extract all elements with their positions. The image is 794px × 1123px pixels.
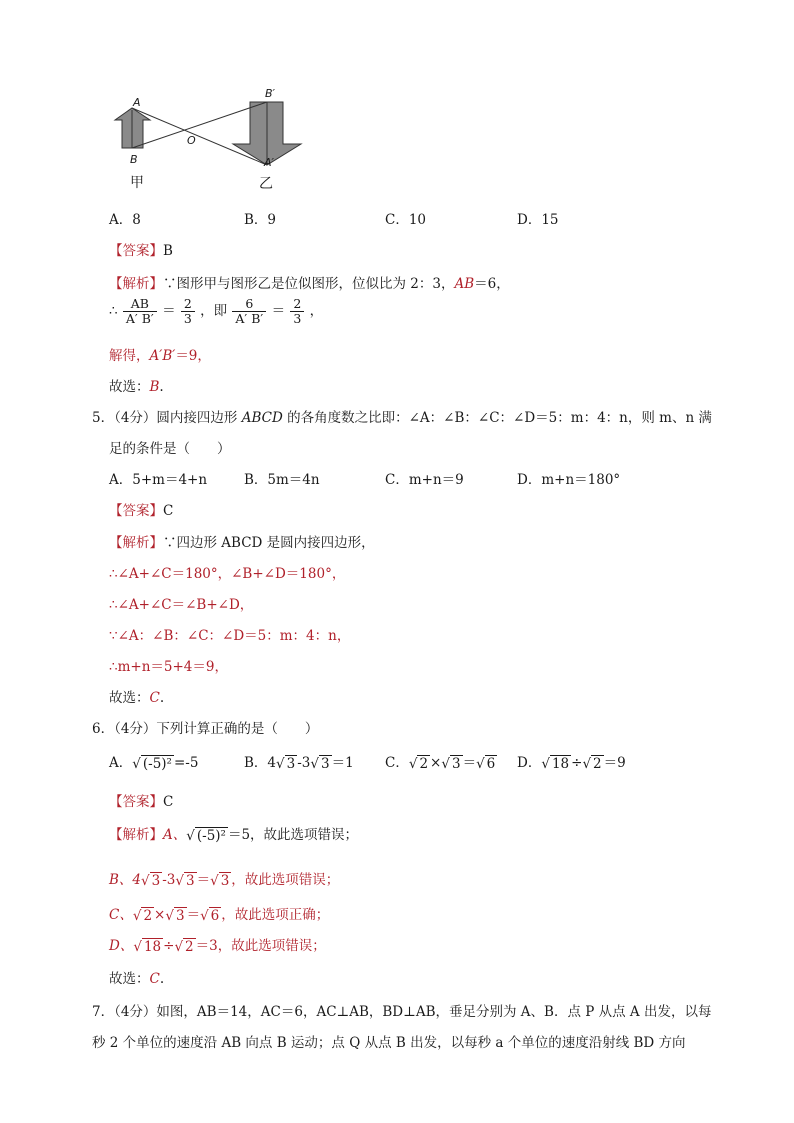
q5-question-1: 5．（4分）圆内接四边形 ABCD 的各角度数之比即：∠A：∠B：∠C：∠D＝5：m：4：n，则 m、n 满: [92, 410, 712, 426]
q4-option-b: B．9: [244, 212, 277, 228]
q6-answer: 【答案】C: [109, 794, 174, 810]
label-a-prime: A′: [264, 156, 275, 169]
frac-six-over-ab-prime: $\frac{6}{A' B'}$: [232, 297, 266, 326]
q7-question-2: 秒 2 个单位的速度沿 AB 向点 B 运动；点 Q 从点 B 出发，以每秒 a 个单位的速度沿射线 BD 方向: [92, 1035, 686, 1051]
q6-question: 6．（4分）下列计算正确的是（ ）: [92, 721, 319, 737]
q6-analysis-d: D、√ 18 ÷√ 2 ＝3，故此选项错误；: [109, 938, 326, 955]
q6-option-c: C．√ 2 ×√ 3 ＝√ 6: [385, 755, 496, 772]
q5-analysis-3: ∴∠A+∠C＝∠B+∠D，: [109, 597, 254, 613]
q4-option-c: C．10: [385, 212, 427, 228]
q4-option-a: A．8: [109, 212, 141, 228]
label-o: O: [187, 134, 196, 147]
q6-conclude: 故选：C.: [109, 971, 165, 987]
q5-option-d: D．m+n＝180°: [517, 472, 621, 488]
q4-analysis-1: 【解析】∵图形甲与图形乙是位似图形，位似比为 2：3，AB＝6，: [109, 276, 510, 292]
frac-two-thirds: $\frac{2}{3}$: [181, 297, 195, 326]
line-a-a2: [132, 108, 267, 165]
q5-option-c: C．m+n＝9: [385, 472, 464, 488]
q5-option-a: A．5+m＝4+n: [109, 472, 208, 488]
q6-analysis-c: C、√ 2 ×√ 3 ＝√ 6 ，故此选项正确；: [109, 907, 330, 924]
caption-jia: 甲: [130, 175, 144, 191]
q6-analysis-a: 【解析】A、√ (-5)² ＝5，故此选项错误；: [109, 827, 359, 844]
label-b: B: [130, 153, 138, 166]
q5-option-b: B．5m＝4n: [244, 472, 320, 488]
frac-ab-over-ab-prime: $\frac{AB}{A' B'}$: [123, 297, 157, 326]
q5-analysis-4: ∵∠A：∠B：∠C：∠D＝5：m：4：n，: [109, 628, 351, 644]
q4-answer: 【答案】B: [109, 243, 173, 259]
q6-analysis-b: B、4√ 3 -3√ 3 ＝√ 3 ，故此选项错误；: [109, 872, 340, 889]
q6-option-b: B．4√ 3 -3√ 3 ＝1: [244, 755, 354, 772]
q5-conclude: 故选：C.: [109, 690, 165, 706]
q5-answer: 【答案】C: [109, 503, 174, 519]
q4-conclude: 故选：B.: [109, 379, 164, 395]
q4-solve: 解得，A′B′＝9，: [109, 348, 211, 364]
q4-ratio-line: ∴ $\frac{AB}{A' B'}$ ＝ $\frac{2}{3}$ ，即 $\frac{6}{A' B'}$ ＝ $\frac{2}{3}$ ，: [109, 296, 324, 326]
q6-option-d: D．√ 18 ÷√ 2 ＝9: [517, 755, 626, 772]
label-b-prime: B′: [265, 87, 276, 100]
q5-analysis-1: 【解析】∵四边形 ABCD 是圆内接四边形，: [109, 535, 375, 551]
q5-analysis-5: ∴m+n＝5+4＝9，: [109, 659, 228, 675]
label-a: A: [133, 96, 141, 109]
q6-option-a: A．√ (-5)² =-5: [109, 755, 199, 772]
q5-analysis-2: ∴∠A+∠C＝180°，∠B+∠D＝180°，: [109, 566, 346, 582]
caption-yi: 乙: [259, 176, 273, 192]
frac-two-thirds-2: $\frac{2}{3}$: [290, 297, 304, 326]
q5-question-2: 足的条件是（ ）: [109, 441, 231, 457]
q4-option-d: D．15: [517, 212, 559, 228]
q7-question-1: 7．（4分）如图，AB＝14，AC＝6，AC⊥AB，BD⊥AB，垂足分别为 A、B．点 P 从点 A 出发，以每: [92, 1004, 712, 1020]
line-b-b2: [132, 102, 267, 148]
